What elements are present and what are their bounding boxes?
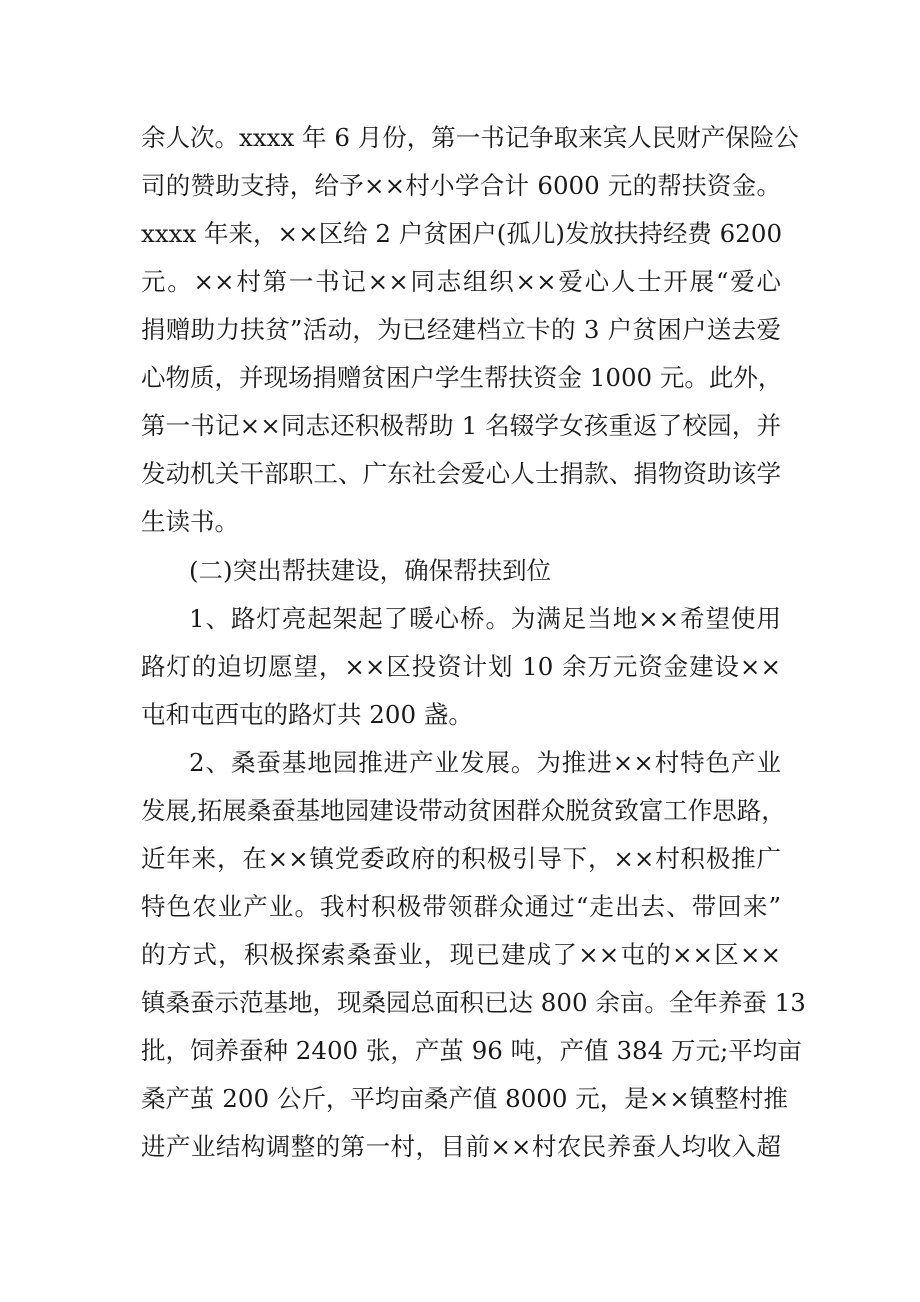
text-line: 近年来，在××镇党委政府的积极引导下，××村积极推广	[141, 844, 781, 873]
section-heading: (二)突出帮扶建设，确保帮扶到位	[189, 556, 552, 585]
text-line: xxxx 年来，××区给 2 户贫困户(孤儿)发放扶持经费 6200	[141, 219, 783, 248]
text-line: 发展,拓展桑蚕基地园建设带动贫困群众脱贫致富工作思路，	[141, 796, 786, 825]
text-line: 桑产茧 200 公斤，平均亩桑产值 8000 元，是××镇整村推	[141, 1084, 788, 1113]
text-line: 元。××村第一书记××同志组织××爱心人士开展“爱心	[141, 267, 781, 296]
text-line: 1、路灯亮起架起了暖心桥。为满足当地××希望使用	[189, 604, 781, 633]
text-line: 屯和屯西屯的路灯共 200 盏。	[141, 700, 473, 729]
text-line: 2、桑蚕基地园推进产业发展。为推进××村特色产业	[189, 748, 781, 777]
text-line: 特色农业产业。我村积极带领群众通过“走出去、带回来”	[141, 892, 781, 921]
text-line: 发动机关干部职工、广东社会爱心人士捐款、捐物资助该学	[141, 459, 781, 488]
text-line: 进产业结构调整的第一村，目前××村农民养蚕人均收入超	[141, 1132, 781, 1161]
text-line: 司的赞助支持，给予××村小学合计 6000 元的帮扶资金。	[141, 171, 781, 200]
text-line: 心物质，并现场捐赠贫困户学生帮扶资金 1000 元。此外，	[141, 363, 783, 392]
text-line: 批，饲养蚕种 2400 张，产茧 96 吨，产值 384 万元;平均亩	[141, 1036, 802, 1065]
text-line: 第一书记××同志还积极帮助 1 名辍学女孩重返了校园，并	[141, 411, 781, 440]
text-line: 镇桑蚕示范基地，现桑园总面积已达 800 余亩。全年养蚕 13	[141, 988, 806, 1017]
text-line: 路灯的迫切愿望，××区投资计划 10 余万元资金建设××	[141, 652, 781, 681]
text-line: 生读书。	[141, 507, 239, 536]
text-line: 余人次。xxxx 年 6 月份，第一书记争取来宾人民财产保险公	[141, 123, 799, 152]
text-line: 的方式，积极探索桑蚕业，现已建成了××屯的××区××	[141, 940, 781, 969]
text-line: 捐赠助力扶贫”活动，为已经建档立卡的 3 户贫困户送去爱	[141, 315, 781, 344]
